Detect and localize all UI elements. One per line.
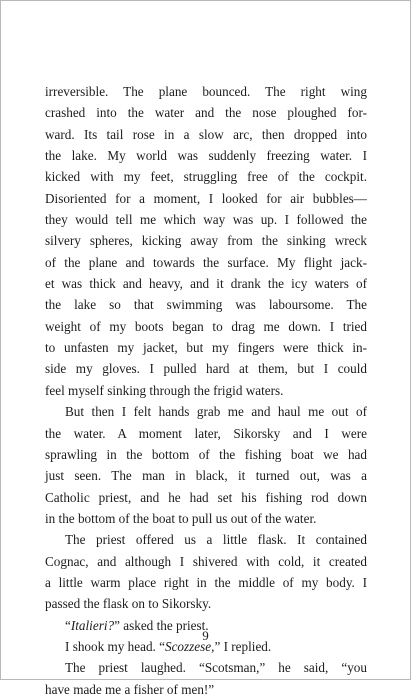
text-line: kicked with my feet, struggling free of the cockpit. bbox=[45, 169, 367, 185]
text-line: to unfasten my jacket, but my fingers were thick in- bbox=[45, 340, 367, 356]
text-line: crashed into the water and the nose ploughed for- bbox=[45, 105, 367, 121]
text-line: the lake so that swimming was laboursome. The bbox=[45, 297, 367, 313]
page-number: 9 bbox=[202, 628, 209, 643]
text-line: et was thick and heavy, and it drank the icy waters of bbox=[45, 276, 367, 292]
text-line: But then I felt hands grab me and haul me out of bbox=[65, 404, 367, 420]
text-line: Disoriented for a moment, I looked for air bubbles— bbox=[45, 190, 367, 206]
text-line: passed the flask on to Sikorsky. bbox=[45, 596, 212, 612]
text-line: a little warm place right in the middle of my body. I bbox=[45, 574, 367, 590]
text-line: Cognac, and although I shivered with cold, it created bbox=[45, 553, 367, 569]
dialogue-line: “Italieri?” asked the priest. bbox=[65, 617, 209, 633]
text-line: silvery spheres, kicking away from the sinking wreck bbox=[45, 233, 367, 249]
dialogue-line: have made me a fisher of men!” bbox=[45, 681, 215, 697]
text-line: irreversible. The plane bounced. The right wing bbox=[45, 84, 367, 99]
text-line: weight of my boots began to drag me down. I tried bbox=[45, 318, 367, 334]
dialogue-line: I shook my head. “Scozzese,” I replied. bbox=[65, 638, 272, 654]
text-line: the water. A moment later, Sikorsky and I were bbox=[45, 425, 367, 441]
text-line: of the plane and towards the surface. My flight jack- bbox=[45, 254, 367, 270]
body-text bbox=[45, 81, 367, 700]
text-line: in the bottom of the boat to pull us out of the water. bbox=[45, 510, 317, 526]
text-line: just seen. The man in black, it turned out, was a bbox=[45, 468, 367, 484]
text-line: ward. Its tail rose in a slow arc, then dropped into bbox=[45, 126, 367, 142]
text-line: feel myself sinking through the frigid waters. bbox=[45, 382, 284, 398]
text-line: the lake. My world was suddenly freezing water. I bbox=[45, 148, 367, 164]
dialogue-line: The priest laughed. “Scotsman,” he said, “you bbox=[65, 660, 367, 676]
text-line: Catholic priest, and he had set his fishing rod down bbox=[45, 489, 367, 505]
text-line: they would tell me which way was up. I followed the bbox=[45, 212, 367, 228]
text-line: side my gloves. I pulled hard at them, but I could bbox=[45, 361, 367, 377]
text-line: sprawling in the bottom of the fishing boat we had bbox=[45, 446, 367, 462]
text-line: The priest offered us a little flask. It contained bbox=[65, 532, 367, 548]
